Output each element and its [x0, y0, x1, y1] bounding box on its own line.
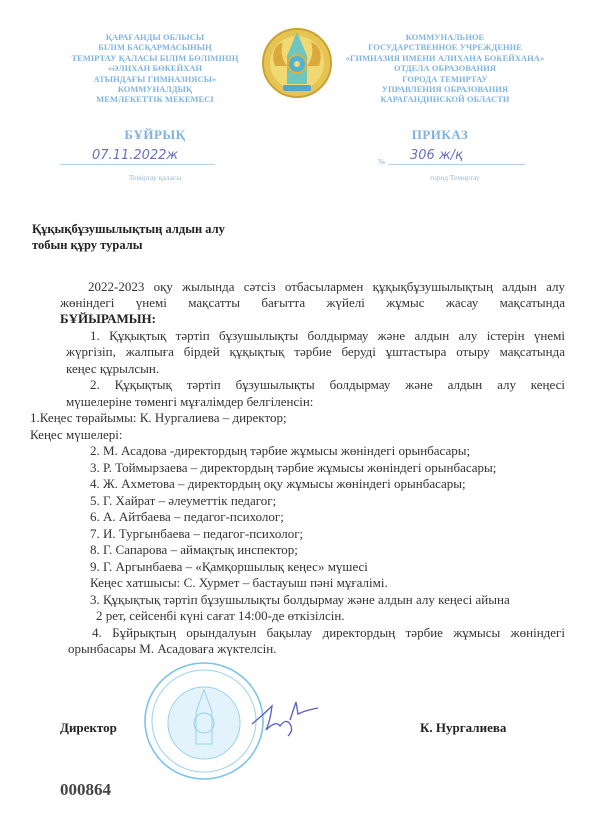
order-title-kz: БҰЙРЫҚ [124, 127, 186, 142]
member-item: 7. И. Тургынбаева – педагог-психолог; [90, 526, 304, 541]
council-chair: 1.Кеңес төрайымы: К. Нургалиева – директор; [30, 410, 287, 425]
member-item: 2. М. Асадова -директордың тәрбие жұмысы жөніндегі орынбасары; [90, 443, 471, 458]
official-stamp-icon [142, 660, 266, 782]
member-item: 5. Г. Хайрат – әлеуметтік педагог; [90, 493, 277, 508]
p1-line: кеңес құрылсын. [66, 361, 160, 376]
header-line: КОММУНАЛДЫҚ [117, 85, 193, 95]
header-line: КОММУНАЛЬНОЕ [405, 33, 485, 42]
signature-icon [250, 700, 320, 740]
header-line: УПРАВЛЕНИЯ ОБРАЗОВАНИЯ [381, 85, 509, 95]
header-line: ТЕМІРТАУ ҚАЛАСЫ БІЛІМ БӨЛІМІНІҢ [71, 53, 239, 63]
header-ru [330, 33, 560, 106]
member-item: 8. Г. Сапарова – аймақтық инспектор; [90, 542, 298, 557]
order-date: 07.11.2022ж [92, 148, 179, 163]
number-underline [388, 164, 525, 165]
date-underline [60, 164, 215, 165]
header-line: ГОРОДА ТЕМИРТАУ [402, 74, 488, 84]
intro-line: жөніндегі үнемі мақсатты бағытта жүйелі жұмыс жасау мақсатында [60, 295, 565, 310]
subject-line: Құқықбұзушылықтың алдын алу [32, 222, 225, 236]
header-kz [40, 33, 270, 106]
header-line: ОТДЕЛА ОБРАЗОВАНИЯ [393, 64, 497, 74]
signature-name: К. Нургалиева [420, 720, 507, 735]
header-line: ГОСУДАРСТВЕННОЕ УЧРЕЖДЕНИЕ [368, 43, 522, 53]
intro-line: 2022-2023 оқу жылында сәтсіз отбасылармен құқықбұзушылықтың алдын алу [88, 279, 565, 294]
header-line: «ГИМНАЗИЯ ИМЕНИ АЛИХАНА БОКЕЙХАНА» [345, 53, 545, 63]
header-line: КАРАГАНДИНСКОЙ ОБЛАСТИ [380, 95, 510, 105]
council-secretary: Кеңес хатшысы: С. Хурмет – бастауыш пәні мұғалімі. [90, 575, 388, 590]
p2-line: мүшелеріне төменгі мұғалімдер белгіленсін: [66, 394, 314, 409]
p3-line: 2 рет, сейсенбі күні сағат 14:00-де өткізілсін. [96, 608, 345, 623]
order-word: БҰЙЫРАМЫН: [60, 311, 157, 326]
p4-line: 4. Бұйрықтың орындалуын бақылау директордың тәрбие жұмысы жөніндегі [92, 625, 565, 640]
member-item: 3. Р. Тоймырзаева – директордың тәрбие жұмысы жөніндегі орынбасары; [90, 460, 497, 475]
order-number: 306 ж/қ [410, 148, 463, 163]
member-item: 6. А. Айтбаева – педагог-психолог; [90, 509, 284, 524]
p1-line: жүргізіп, жалпыға бірдей құқықтық тәрбие беруді ұштастыра отыру мақсатында [66, 344, 565, 359]
p1-line: 1. Құқықтық тәртіп бұзушылықты болдырмау және алдын алу істерін үнемі [90, 328, 565, 343]
header-line: БІЛІМ БАСҚАРМАСЫНЫҢ [98, 43, 212, 53]
p4-line: орынбасары М. Асадоваға жүктелсін. [68, 641, 277, 656]
header-line: АТЫНДАҒЫ ГИМНАЗИЯСЫ» [93, 74, 217, 84]
member-item: 4. Ж. Ахметова – директордың оқу жұмысы жөніндегі орынбасары; [90, 476, 466, 491]
header-line: ҚАРАҒАНДЫ ОБЛЫСЫ [105, 33, 205, 42]
header-line: «ӘЛИХАН БӨКЕЙХАН [107, 64, 203, 74]
order-title-ru: ПРИКАЗ [411, 127, 469, 142]
state-emblem-icon [261, 26, 333, 100]
p3-line: 3. Құқықтық тәртіп бұзушылықты болдырмау және алдын алу кеңесі айына [90, 592, 510, 607]
number-label: № [378, 157, 386, 166]
header-line: МЕМЛЕКЕТТІК МЕКЕМЕСІ [96, 95, 214, 105]
serial-number: 000864 [60, 780, 111, 799]
members-label: Кеңес мүшелері: [30, 427, 123, 442]
subject-line: тобын құру туралы [32, 238, 143, 252]
city-ru: город Темиртау [430, 173, 480, 182]
member-item: 9. Г. Аргынбаева – «Қамқоршылық кеңес» мүшесі [90, 559, 368, 574]
city-kz: Теміртау қаласы [128, 173, 182, 182]
p2-line: 2. Құқықтық тәртіп бұзушылықты болдырмау және алдын алу кеңесі [90, 377, 565, 392]
signature-position: Директор [60, 720, 117, 735]
